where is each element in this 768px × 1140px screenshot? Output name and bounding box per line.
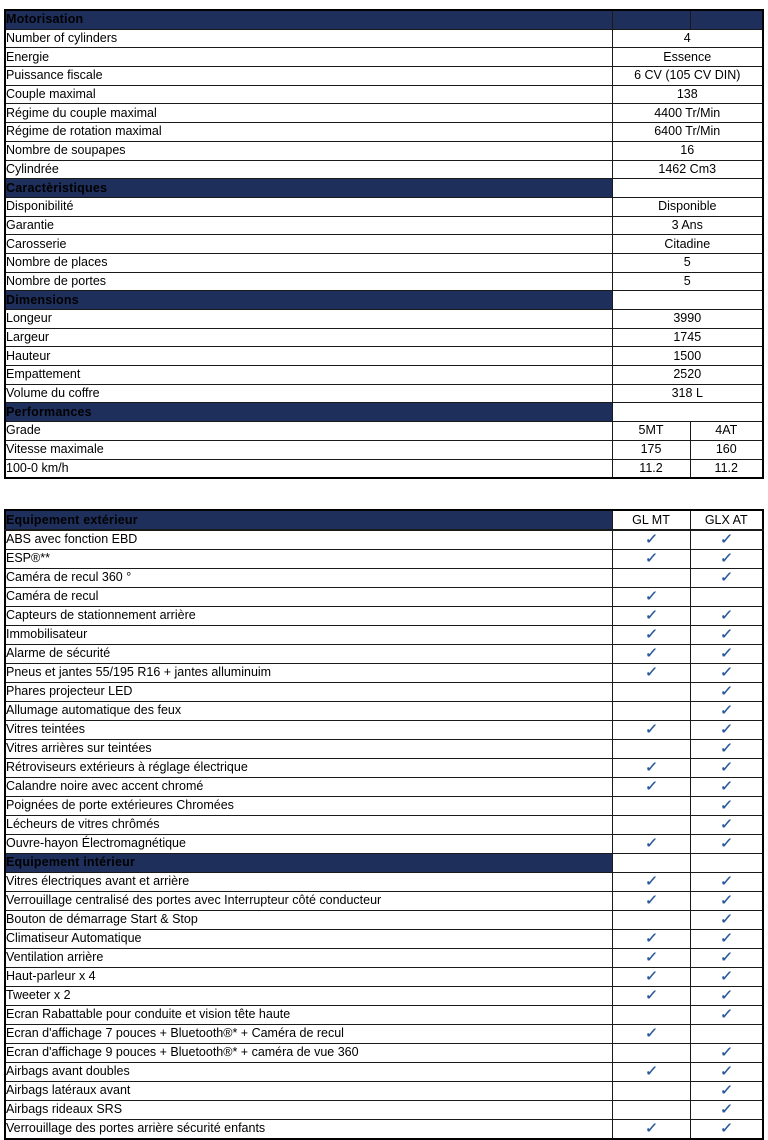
- check-cell: [612, 929, 690, 948]
- check-cell: [690, 530, 763, 550]
- check-icon: ✓: [643, 1024, 659, 1042]
- equipment-table: [4, 509, 764, 1139]
- equipment-label: Airbags latéraux avant: [5, 1081, 612, 1100]
- check-cell: [690, 739, 763, 758]
- spec-row: [5, 459, 763, 478]
- equipment-label: Vitres électriques avant et arrière: [5, 872, 612, 891]
- spec-row: [5, 384, 763, 403]
- equipment-row: [5, 1081, 763, 1100]
- check-icon: ✓: [719, 1005, 734, 1023]
- check-cell: [690, 1081, 763, 1100]
- equipment-label: Ventilation arrière: [5, 948, 612, 967]
- check-icon: ✓: [719, 948, 734, 966]
- spec-row: [5, 67, 763, 86]
- spec-row: [5, 235, 763, 254]
- spec-label: Hauteur: [5, 347, 612, 366]
- check-cell: [690, 1100, 763, 1119]
- equipment-label: Airbags rideaux SRS: [5, 1100, 612, 1119]
- equipment-row: [5, 701, 763, 720]
- check-cell: [690, 625, 763, 644]
- check-cell: [690, 796, 763, 815]
- empty-cell: [612, 568, 690, 587]
- spec-row: [5, 48, 763, 67]
- spec-row: [5, 85, 763, 104]
- check-icon: ✓: [719, 796, 734, 814]
- section-title: Equipement extérieur: [5, 510, 612, 530]
- header-empty-cell: [612, 179, 763, 198]
- spec-value: 2520: [612, 366, 763, 385]
- check-icon: ✓: [719, 549, 734, 567]
- check-icon: ✓: [719, 1100, 734, 1118]
- spec-value: 1500: [612, 347, 763, 366]
- check-icon: ✓: [719, 834, 734, 852]
- equipment-label: Ouvre-hayon Électromagnétique: [5, 834, 612, 853]
- check-cell: [612, 986, 690, 1005]
- empty-cell: [612, 1100, 690, 1119]
- equipment-row: [5, 815, 763, 834]
- check-icon: ✓: [719, 967, 734, 985]
- check-cell: [690, 568, 763, 587]
- spec-row: [5, 422, 763, 441]
- check-icon: ✓: [643, 758, 659, 776]
- check-cell: [690, 815, 763, 834]
- equipment-row: [5, 1024, 763, 1043]
- header-empty-cell: [612, 403, 763, 422]
- check-icon: ✓: [643, 625, 659, 643]
- check-cell: [690, 758, 763, 777]
- check-icon: ✓: [643, 834, 659, 852]
- check-icon: ✓: [643, 530, 659, 548]
- check-cell: [612, 758, 690, 777]
- equipment-label: Immobilisateur: [5, 625, 612, 644]
- check-icon: ✓: [643, 872, 659, 890]
- equipment-label: Alarme de sécurité: [5, 644, 612, 663]
- section-title: Dimensions: [5, 291, 612, 310]
- check-icon: ✓: [643, 777, 659, 795]
- check-icon: ✓: [643, 606, 659, 624]
- check-icon: ✓: [719, 530, 734, 548]
- check-icon: ✓: [719, 758, 734, 776]
- check-icon: ✓: [643, 967, 659, 985]
- equipment-row: [5, 625, 763, 644]
- check-icon: ✓: [719, 891, 734, 909]
- equipment-row: [5, 910, 763, 929]
- spec-value: 318 L: [612, 384, 763, 403]
- check-cell: [690, 701, 763, 720]
- spec-value: 4: [612, 29, 763, 48]
- spec-row: [5, 197, 763, 216]
- equipment-row: [5, 568, 763, 587]
- equipment-label: Ecran Rabattable pour conduite et vision tête haute: [5, 1005, 612, 1024]
- check-cell: [612, 967, 690, 986]
- equipment-label: Caméra de recul 360 °: [5, 568, 612, 587]
- check-cell: [690, 1119, 763, 1139]
- check-icon: ✓: [643, 549, 659, 567]
- check-cell: [612, 1062, 690, 1081]
- equipment-label: Pneus et jantes 55/195 R16 + jantes alluminuim: [5, 663, 612, 682]
- equipment-row: [5, 796, 763, 815]
- check-icon: ✓: [719, 568, 734, 586]
- spec-row: [5, 328, 763, 347]
- spec-label: Volume du coffre: [5, 384, 612, 403]
- check-icon: ✓: [719, 1081, 734, 1099]
- check-cell: [612, 891, 690, 910]
- check-cell: [690, 834, 763, 853]
- equipment-row: [5, 720, 763, 739]
- spec-label: Largeur: [5, 328, 612, 347]
- spec-value: Disponible: [612, 197, 763, 216]
- empty-cell: [612, 1005, 690, 1024]
- equipment-label: Calandre noire avec accent chromé: [5, 777, 612, 796]
- check-cell: [612, 663, 690, 682]
- check-icon: ✓: [719, 625, 734, 643]
- check-cell: [612, 834, 690, 853]
- check-cell: [690, 720, 763, 739]
- grade-column-header: GLX AT: [690, 510, 763, 530]
- equipment-row: [5, 986, 763, 1005]
- check-icon: ✓: [719, 986, 734, 1004]
- spec-value: 4AT: [690, 422, 763, 441]
- check-cell: [690, 948, 763, 967]
- equipment-label: Caméra de recul: [5, 587, 612, 606]
- equipment-row: [5, 1043, 763, 1062]
- spec-table-main: [4, 9, 764, 479]
- section-title: Motorisation: [5, 10, 612, 29]
- check-cell: [612, 625, 690, 644]
- check-icon: ✓: [719, 606, 734, 624]
- spec-label: Empattement: [5, 366, 612, 385]
- header-empty-cell: [612, 291, 763, 310]
- equipment-row: [5, 1062, 763, 1081]
- check-icon: ✓: [719, 644, 734, 662]
- equipment-label: Ecran d'affichage 9 pouces + Bluetooth®* + caméra de vue 360: [5, 1043, 612, 1062]
- equipment-label: Vitres arrières sur teintées: [5, 739, 612, 758]
- check-icon: ✓: [719, 739, 734, 757]
- equipment-row: [5, 644, 763, 663]
- spec-value: 175: [612, 440, 690, 459]
- check-cell: [612, 1024, 690, 1043]
- spec-value: 5MT: [612, 422, 690, 441]
- spec-row: [5, 272, 763, 291]
- spec-row: [5, 141, 763, 160]
- spec-row: [5, 104, 763, 123]
- equipment-row: [5, 1119, 763, 1139]
- section-header-row: [5, 179, 763, 198]
- spec-row: [5, 347, 763, 366]
- check-cell: [612, 549, 690, 568]
- spec-label: Nombre de portes: [5, 272, 612, 291]
- equipment-row: [5, 663, 763, 682]
- equipment-label: Verrouillage centralisé des portes avec Interrupteur côté conducteur: [5, 891, 612, 910]
- equipment-row: [5, 777, 763, 796]
- check-cell: [690, 872, 763, 891]
- equipment-label: Allumage automatique des feux: [5, 701, 612, 720]
- check-icon: ✓: [643, 948, 659, 966]
- check-cell: [612, 644, 690, 663]
- check-icon: ✓: [719, 663, 734, 681]
- equipment-row: [5, 530, 763, 550]
- check-icon: ✓: [643, 1119, 659, 1137]
- section-header-row: [5, 510, 763, 530]
- check-icon: ✓: [719, 1119, 734, 1137]
- spec-value: 3 Ans: [612, 216, 763, 235]
- equipment-label: Vitres teintées: [5, 720, 612, 739]
- equipment-label: Climatiseur Automatique: [5, 929, 612, 948]
- section-title: Caractèristiques: [5, 179, 612, 198]
- check-cell: [612, 587, 690, 606]
- check-icon: ✓: [643, 663, 659, 681]
- equipment-row: [5, 682, 763, 701]
- equipment-label: Capteurs de stationnement arrière: [5, 606, 612, 625]
- section-header-row: [5, 291, 763, 310]
- grade-column-header: GL MT: [612, 510, 690, 530]
- check-cell: [690, 682, 763, 701]
- check-cell: [612, 720, 690, 739]
- spec-value: 3990: [612, 310, 763, 329]
- check-cell: [690, 644, 763, 663]
- spec-value: 6 CV (105 CV DIN): [612, 67, 763, 86]
- spec-label: Nombre de soupapes: [5, 141, 612, 160]
- spec-row: [5, 253, 763, 272]
- equipment-row: [5, 1100, 763, 1119]
- empty-cell: [612, 796, 690, 815]
- check-icon: ✓: [643, 986, 659, 1004]
- check-icon: ✓: [643, 1062, 659, 1080]
- section-title: Performances: [5, 403, 612, 422]
- equipment-label: ESP®**: [5, 549, 612, 568]
- empty-cell: [612, 682, 690, 701]
- spec-row: [5, 29, 763, 48]
- section-spacer: [4, 479, 762, 509]
- grade-column-header: [690, 853, 763, 872]
- spec-value: 1462 Cm3: [612, 160, 763, 179]
- spec-label: 100-0 km/h: [5, 459, 612, 478]
- empty-cell: [612, 1081, 690, 1100]
- spec-value: 138: [612, 85, 763, 104]
- empty-cell: [612, 701, 690, 720]
- spec-row: [5, 366, 763, 385]
- check-cell: [690, 777, 763, 796]
- check-cell: [690, 967, 763, 986]
- spec-label: Grade: [5, 422, 612, 441]
- equipment-label: Lécheurs de vitres chrômés: [5, 815, 612, 834]
- check-icon: ✓: [719, 910, 734, 928]
- spec-value: 5: [612, 272, 763, 291]
- spec-label: Couple maximal: [5, 85, 612, 104]
- spec-value: Citadine: [612, 235, 763, 254]
- equipment-row: [5, 929, 763, 948]
- check-cell: [612, 530, 690, 550]
- equipment-row: [5, 967, 763, 986]
- spec-value: 5: [612, 253, 763, 272]
- empty-cell: [690, 587, 763, 606]
- equipment-label: Haut-parleur x 4: [5, 967, 612, 986]
- check-cell: [690, 929, 763, 948]
- spec-label: Régime du couple maximal: [5, 104, 612, 123]
- equipment-row: [5, 1005, 763, 1024]
- spec-row: [5, 310, 763, 329]
- check-cell: [690, 891, 763, 910]
- check-icon: ✓: [719, 929, 734, 947]
- spec-label: Cylindrée: [5, 160, 612, 179]
- section-title: Equipement intérieur: [5, 853, 612, 872]
- header-filler-cell: [612, 10, 690, 29]
- check-icon: ✓: [643, 929, 659, 947]
- equipment-label: Tweeter x 2: [5, 986, 612, 1005]
- spec-value: 6400 Tr/Min: [612, 123, 763, 142]
- check-cell: [690, 663, 763, 682]
- equipment-row: [5, 891, 763, 910]
- check-cell: [690, 1005, 763, 1024]
- check-cell: [690, 910, 763, 929]
- section-header-row: [5, 403, 763, 422]
- spec-row: [5, 123, 763, 142]
- spec-row: [5, 160, 763, 179]
- empty-cell: [612, 739, 690, 758]
- check-icon: ✓: [719, 720, 734, 738]
- check-cell: [612, 777, 690, 796]
- spec-row: [5, 440, 763, 459]
- equipment-row: [5, 834, 763, 853]
- equipment-label: Verrouillage des portes arrière sécurité enfants: [5, 1119, 612, 1139]
- check-icon: ✓: [719, 1043, 734, 1061]
- spec-label: Régime de rotation maximal: [5, 123, 612, 142]
- check-cell: [690, 986, 763, 1005]
- equipment-label: ABS avec fonction EBD: [5, 530, 612, 550]
- equipment-row: [5, 948, 763, 967]
- check-icon: ✓: [643, 587, 659, 605]
- spec-value: 16: [612, 141, 763, 160]
- spec-label: Number of cylinders: [5, 29, 612, 48]
- spec-label: Garantie: [5, 216, 612, 235]
- check-cell: [690, 1062, 763, 1081]
- check-icon: ✓: [719, 872, 734, 890]
- header-filler-cell: [690, 10, 763, 29]
- empty-cell: [612, 910, 690, 929]
- check-icon: ✓: [719, 777, 734, 795]
- equipment-label: Ecran d'affichage 7 pouces + Bluetooth®* + Caméra de recul: [5, 1024, 612, 1043]
- check-cell: [612, 606, 690, 625]
- spec-value: 11.2: [690, 459, 763, 478]
- check-cell: [612, 1119, 690, 1139]
- equipment-label: Airbags avant doubles: [5, 1062, 612, 1081]
- section-header-row: [5, 853, 763, 872]
- check-cell: [690, 549, 763, 568]
- check-cell: [612, 948, 690, 967]
- equipment-row: [5, 606, 763, 625]
- check-icon: ✓: [643, 720, 659, 738]
- equipment-label: Poignées de porte extérieures Chromées: [5, 796, 612, 815]
- spec-label: Puissance fiscale: [5, 67, 612, 86]
- empty-cell: [690, 1024, 763, 1043]
- check-cell: [690, 1043, 763, 1062]
- check-icon: ✓: [643, 644, 659, 662]
- spec-label: Disponibilité: [5, 197, 612, 216]
- equipment-row: [5, 872, 763, 891]
- check-cell: [612, 872, 690, 891]
- check-cell: [690, 606, 763, 625]
- equipment-label: Bouton de démarrage Start & Stop: [5, 910, 612, 929]
- equipment-row: [5, 587, 763, 606]
- spec-row: [5, 216, 763, 235]
- spec-label: Vitesse maximale: [5, 440, 612, 459]
- section-header-row: [5, 10, 763, 29]
- spec-label: Energie: [5, 48, 612, 67]
- check-icon: ✓: [719, 815, 734, 833]
- spec-label: Nombre de places: [5, 253, 612, 272]
- empty-cell: [612, 815, 690, 834]
- equipment-label: Phares projecteur LED: [5, 682, 612, 701]
- equipment-row: [5, 549, 763, 568]
- spec-label: Longeur: [5, 310, 612, 329]
- check-icon: ✓: [643, 891, 659, 909]
- check-icon: ✓: [719, 682, 734, 700]
- spec-value: 1745: [612, 328, 763, 347]
- spec-value: 11.2: [612, 459, 690, 478]
- check-icon: ✓: [719, 1062, 734, 1080]
- spec-value: 160: [690, 440, 763, 459]
- spec-label: Carosserie: [5, 235, 612, 254]
- grade-column-header: [612, 853, 690, 872]
- check-icon: ✓: [719, 701, 734, 719]
- spec-value: 4400 Tr/Min: [612, 104, 763, 123]
- spec-value: Essence: [612, 48, 763, 67]
- equipment-row: [5, 758, 763, 777]
- equipment-row: [5, 739, 763, 758]
- equipment-label: Rétroviseurs extérieurs à réglage électrique: [5, 758, 612, 777]
- empty-cell: [612, 1043, 690, 1062]
